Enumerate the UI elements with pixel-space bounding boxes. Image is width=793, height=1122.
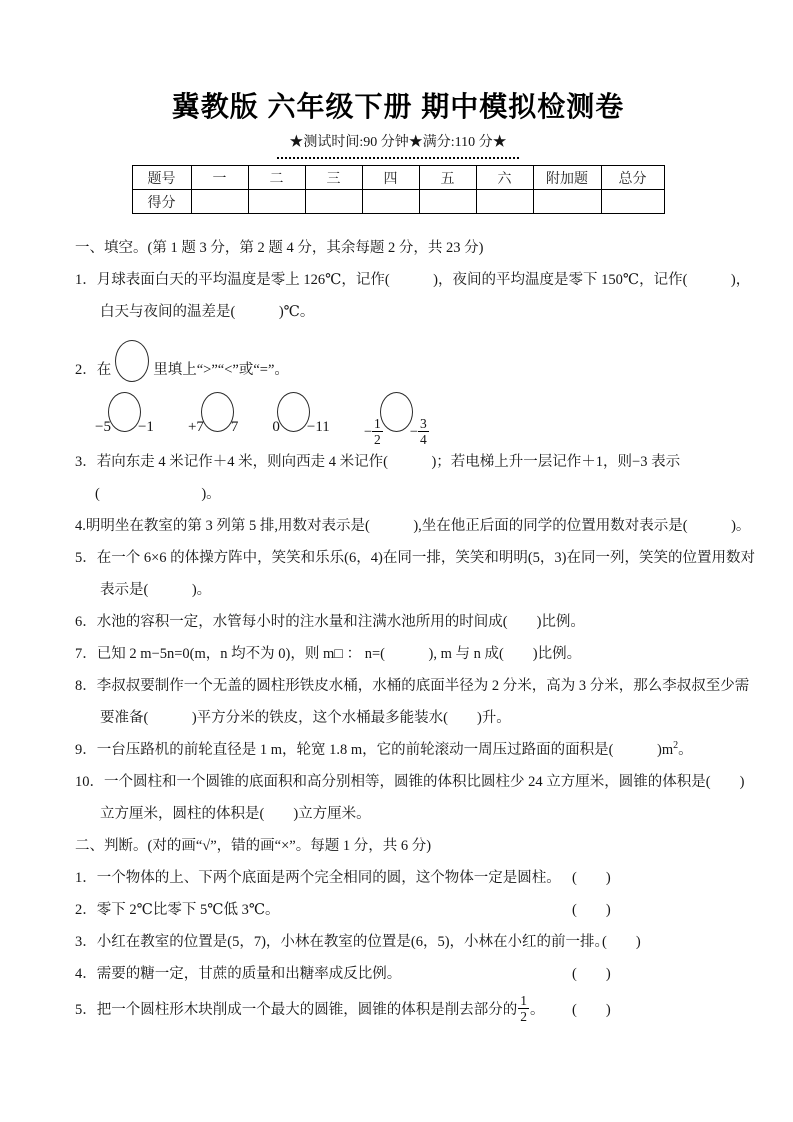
fraction-sign: − (409, 423, 418, 440)
score-header-cell: 六 (476, 166, 533, 190)
score-blank-cell (248, 190, 305, 214)
fill-q3-line2: ( )。 (95, 486, 221, 502)
circle-blank-icon (277, 392, 310, 432)
comparison-left-value: +7 (187, 419, 204, 435)
answer-parens: ( ) (572, 870, 611, 886)
fraction-denominator: 2 (520, 1009, 527, 1025)
fill-q8-line2: 要准备( )平方分米的铁皮，这个水桶最多能装水( )升。 (100, 710, 511, 726)
fraction (418, 416, 429, 448)
answer-parens: ( ) (572, 1002, 611, 1018)
score-blank-cell (533, 190, 601, 214)
score-blank-cell (601, 190, 664, 214)
comparison-item (187, 392, 239, 435)
comparison-right-value: −11 (306, 419, 330, 435)
comparison-item (95, 392, 154, 435)
score-header-cell: 四 (362, 166, 419, 190)
fraction-sign: − (363, 423, 372, 440)
fraction-numerator: 1 (374, 415, 381, 431)
fraction (372, 416, 383, 448)
judge-q5-text: 5．把一个圆柱形木块削成一个最大的圆锥，圆锥的体积是削去部分的 (75, 1002, 518, 1018)
judge-q5-line (75, 990, 721, 1030)
circle-blank-icon (108, 392, 141, 432)
circle-blank-icon (115, 340, 149, 382)
score-blank-cell (419, 190, 476, 214)
exam-meta-row (75, 130, 721, 159)
judge-q1-text: 1．一个物体的上、下两个底面是两个完全相同的圆，这个物体一定是圆柱。 (75, 870, 561, 886)
circle-blank-icon (201, 392, 234, 432)
fill-q6-line: 6．水池的容积一定，水管每小时的注水量和注满水池所用的时间成( )比例。 (75, 614, 585, 630)
fill-q2-line (75, 334, 721, 382)
comparison-item (272, 392, 330, 435)
fill-q1-line1: 1．月球表面白天的平均温度是零上 126℃，记作( )，夜间的平均温度是零下 150℃，记作( )， (75, 272, 751, 288)
fill-q9-text-end: 。 (678, 742, 693, 758)
answer-parens: ( ) (572, 966, 611, 982)
answer-parens: ( ) (602, 934, 641, 950)
judge-q3-line (75, 926, 721, 958)
judge-q4-line (75, 958, 721, 990)
exam-time-score-info: ★测试时间:90 分钟★满分:110 分★ (277, 131, 518, 159)
fill-q5-line1: 5．在一个 6×6 的体操方阵中，笑笑和乐乐(6，4)在同一排，笑笑和明明(5，3)在同一列，笑笑的位置用数对 (75, 550, 755, 566)
comparison-left-fraction (364, 416, 383, 448)
fill-q2-comparison-row (75, 390, 721, 448)
score-table (132, 165, 665, 214)
comparison-right-fraction (410, 416, 429, 448)
judge-q1-line (75, 862, 721, 894)
fill-q7-line: 7．已知 2 m−5n=0(m，n 均不为 0)，则 m□ ： n=( ), m 与 n 成( )比例。 (75, 646, 582, 662)
fill-q2-text-pre: 2．在 (75, 362, 112, 378)
fill-q1-line2: 白天与夜间的温差是( )℃。 (100, 304, 315, 320)
score-header-cell: 三 (305, 166, 362, 190)
score-blank-cell (476, 190, 533, 214)
judge-q3-text: 3．小红在教室的位置是(5，7)，小林在教室的位置是(6，5)，小林在小红的前一排。 (75, 934, 610, 950)
score-header-cell: 二 (248, 166, 305, 190)
squared-exponent: 2 (673, 740, 679, 752)
comparison-right-value: −1 (137, 419, 154, 435)
fraction-numerator: 3 (419, 415, 427, 431)
judge-q2-line (75, 894, 721, 926)
judge-q5-text-end: 。 (530, 1002, 545, 1018)
fraction-denominator: 4 (419, 432, 427, 448)
comparison-right-value: 7 (230, 419, 239, 435)
fill-q9-text: 9．一台压路机的前轮直径是 1 m，轮宽 1.8 m，它的前轮滚动一周压过路面的面积是( )m (75, 742, 674, 758)
fill-q9-line (75, 734, 721, 766)
score-table-score-row (132, 190, 664, 214)
score-blank-cell (191, 190, 248, 214)
comparison-left-value: 0 (272, 419, 280, 435)
fraction-denominator: 2 (374, 432, 381, 448)
answer-parens: ( ) (572, 902, 611, 918)
judge-q2-text: 2．零下 2℃比零下 5℃低 3℃。 (75, 902, 280, 918)
score-header-cell: 总分 (601, 166, 664, 190)
fraction-numerator: 1 (520, 992, 527, 1008)
section-fill-heading: 一、填空。(第 1 题 3 分，第 2 题 4 分，其余每题 2 分，共 23 分) (75, 240, 484, 256)
page-title: 冀教版 六年级下册 期中模拟检测卷 (171, 91, 625, 122)
score-header-cell: 五 (419, 166, 476, 190)
comparison-left-value: −5 (95, 419, 111, 435)
score-blank-cell (305, 190, 362, 214)
score-blank-cell (362, 190, 419, 214)
circle-blank-icon (380, 392, 413, 432)
fill-q10-line1: 10．一个圆柱和一个圆锥的底面积和高分别相等，圆锥的体积比圆柱少 24 立方厘米，圆锥的体积是( ) (75, 774, 745, 790)
fill-q8-line1: 8．李叔叔要制作一个无盖的圆柱形铁皮水桶，水桶的底面半径为 2 分米，高为 3 分米，那么李叔叔至少需 (75, 678, 750, 694)
fraction (518, 993, 529, 1025)
judge-q4-text: 4．需要的糖一定，甘蔗的质量和出糖率成反比例。 (75, 966, 402, 982)
comparison-item (363, 392, 429, 448)
fill-q10-line2: 立方厘米，圆柱的体积是( )立方厘米。 (100, 806, 371, 822)
score-header-cell: 题号 (132, 166, 191, 190)
fill-q3-line1: 3．若向东走 4 米记作＋4 米，则向西走 4 米记作( )；若电梯上升一层记作＋1，则−3 表示 (75, 454, 681, 470)
fill-q4-line: 4.明明坐在教室的第 3 列第 5 排,用数对表示是( ),坐在他正后面的同学的位置用数对表示是( )。 (75, 518, 751, 534)
fill-q5-line2: 表示是( )。 (100, 582, 212, 598)
score-header-cell: 附加题 (533, 166, 601, 190)
score-header-cell: 一 (191, 166, 248, 190)
section-judge-heading: 二、判断。(对的画“√”，错的画“×”。每题 1 分，共 6 分) (75, 838, 432, 854)
score-table-header-row (132, 166, 664, 190)
score-row-label: 得分 (132, 190, 191, 214)
fill-q2-text-post: 里填上“>”“<”或“=”。 (153, 362, 289, 378)
